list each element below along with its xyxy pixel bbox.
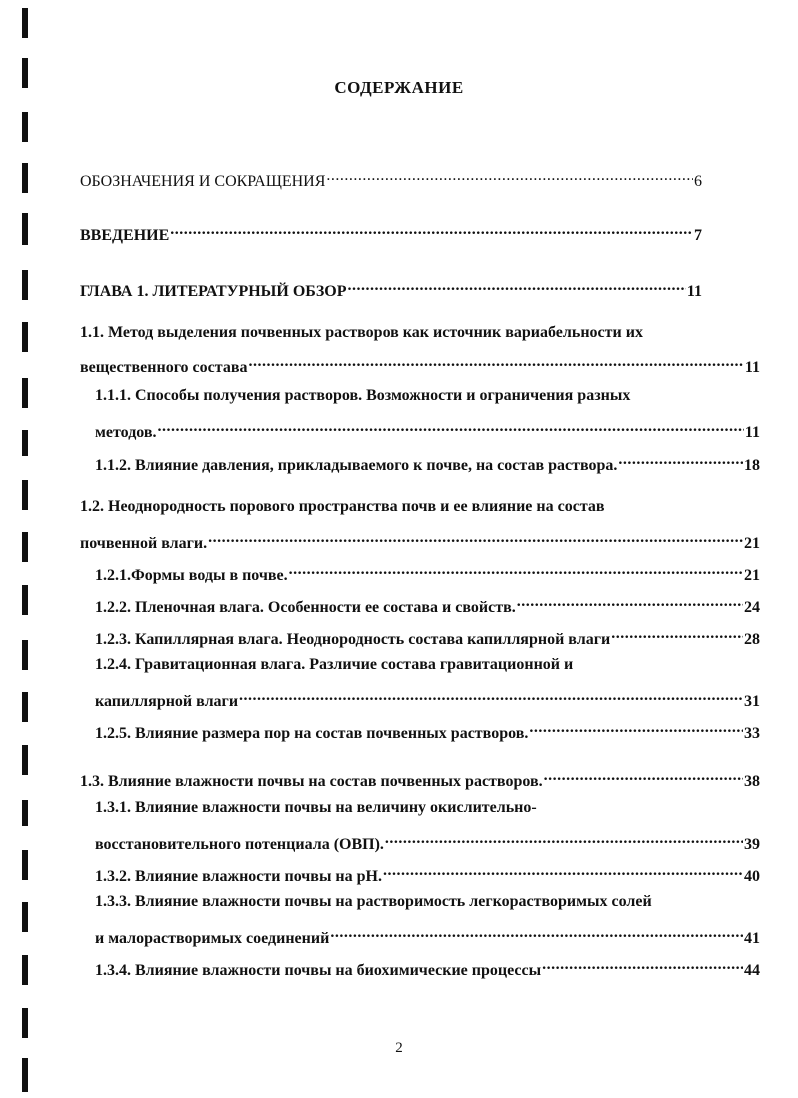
toc-entry-page: 44 xyxy=(744,962,760,979)
toc-entry-page: 28 xyxy=(744,631,760,648)
toc-entry-page: 38 xyxy=(744,773,760,790)
toc-entry-text: методов. xyxy=(95,424,157,441)
toc-leader-dots xyxy=(208,528,743,548)
toc-entry[interactable] xyxy=(95,624,760,650)
toc-entry[interactable] xyxy=(95,955,760,981)
toc-entry-line[interactable]: 1.2. Неоднородность порового пространства почв и ее влияние на состав xyxy=(80,498,605,515)
document-title: СОДЕРЖАНИЕ xyxy=(334,78,464,97)
toc-entry-page: 39 xyxy=(744,836,760,853)
toc-entry-line[interactable]: 1.1. Метод выделения почвенных растворов как источник вариабельности их xyxy=(80,324,643,341)
toc-leader-dots xyxy=(611,624,743,644)
toc-entry[interactable] xyxy=(95,718,760,744)
toc-entry-line[interactable]: 1.2.4. Гравитационная влага. Различие состава гравитационной и xyxy=(95,656,574,673)
toc-entry-text: ВВЕДЕНИЕ xyxy=(80,227,170,244)
toc-entry-text: почвенной влаги. xyxy=(80,535,208,552)
toc-entry-page: 11 xyxy=(686,283,702,300)
toc-leader-dots xyxy=(330,923,743,943)
toc-entry[interactable] xyxy=(80,220,702,246)
toc-entry[interactable] xyxy=(95,560,760,586)
toc-leader-dots xyxy=(289,560,743,580)
toc-leader-dots xyxy=(348,276,686,296)
toc-entry-page: 33 xyxy=(744,725,760,742)
toc-entry[interactable] xyxy=(80,352,760,378)
toc-entry-text: вещественного состава xyxy=(80,359,248,376)
toc-entry[interactable] xyxy=(80,528,760,554)
toc-entry-page: 31 xyxy=(744,693,760,710)
toc-entry-line[interactable]: 1.1.1. Способы получения растворов. Возможности и ограничения разных xyxy=(95,387,631,404)
toc-entry-page: 24 xyxy=(744,599,760,616)
toc-leader-dots xyxy=(158,417,744,437)
toc-entry-text: и малорастворимых соединений xyxy=(95,930,330,947)
toc-entry-page: 11 xyxy=(744,359,760,376)
toc-entry[interactable] xyxy=(95,450,760,476)
toc-entry-text: 1.2.2. Пленочная влага. Особенности ее состава и свойств. xyxy=(95,599,516,616)
toc-leader-dots xyxy=(383,861,743,881)
toc-entry-text: 1.3.4. Влияние влажности почвы на биохимические процессы xyxy=(95,962,542,979)
toc-entry[interactable] xyxy=(80,766,760,792)
toc-entry-page: 41 xyxy=(744,930,760,947)
toc-entry[interactable] xyxy=(95,592,760,618)
toc-leader-dots xyxy=(618,450,743,470)
toc-leader-dots xyxy=(529,718,743,738)
toc-entry[interactable] xyxy=(95,686,760,712)
toc-entry-page: 18 xyxy=(744,457,760,474)
toc-entry-page: 21 xyxy=(744,535,760,552)
toc-entry[interactable] xyxy=(95,829,760,855)
toc-entry-text: 1.2.1.Формы воды в почве. xyxy=(95,567,288,584)
toc-entry[interactable] xyxy=(95,923,760,949)
toc-entry[interactable] xyxy=(95,861,760,887)
toc-entry-text: 1.2.5. Влияние размера пор на состав почвенных растворов. xyxy=(95,725,529,742)
toc-leader-dots xyxy=(248,352,743,372)
toc-entry-line[interactable]: 1.3.1. Влияние влажности почвы на величину окислительно- xyxy=(95,799,537,816)
toc-entry-page: 6 xyxy=(694,173,702,190)
toc-entry-page: 40 xyxy=(744,868,760,885)
toc-entry-text: ГЛАВА 1. ЛИТЕРАТУРНЫЙ ОБЗОР xyxy=(80,283,347,300)
toc-entry-text: 1.1.2. Влияние давления, прикладываемого к почве, на состав раствора. xyxy=(95,457,618,474)
toc-leader-dots xyxy=(385,829,743,849)
toc-entry-text: восстановительного потенциала (ОВП). xyxy=(95,836,384,853)
toc-leader-dots xyxy=(239,686,743,706)
toc-entry[interactable] xyxy=(80,276,702,302)
toc-entry-text: 1.3.2. Влияние влажности почвы на рН. xyxy=(95,868,382,885)
toc-entry-page: 21 xyxy=(744,567,760,584)
page-number: 2 xyxy=(395,1040,403,1056)
toc-entry-page: 11 xyxy=(744,424,760,441)
toc-entry-text: ОБОЗНАЧЕНИЯ И СОКРАЩЕНИЯ xyxy=(80,173,326,190)
toc-leader-dots xyxy=(517,592,743,612)
toc-entry-text: 1.3. Влияние влажности почвы на состав почвенных растворов. xyxy=(80,773,543,790)
toc-entry-page: 7 xyxy=(694,227,702,244)
toc-leader-dots xyxy=(544,766,743,786)
toc-entry[interactable] xyxy=(95,417,760,443)
toc-leader-dots xyxy=(326,166,693,186)
toc-entry[interactable] xyxy=(80,166,702,192)
toc-leader-dots xyxy=(170,220,693,240)
toc-leader-dots xyxy=(542,955,743,975)
toc-entry-text: капиллярной влаги xyxy=(95,693,239,710)
toc-entry-text: 1.2.3. Капиллярная влага. Неоднородность состава капиллярной влаги xyxy=(95,631,611,648)
toc-entry-line[interactable]: 1.3.3. Влияние влажности почвы на растворимость легкорастворимых солей xyxy=(95,893,652,910)
